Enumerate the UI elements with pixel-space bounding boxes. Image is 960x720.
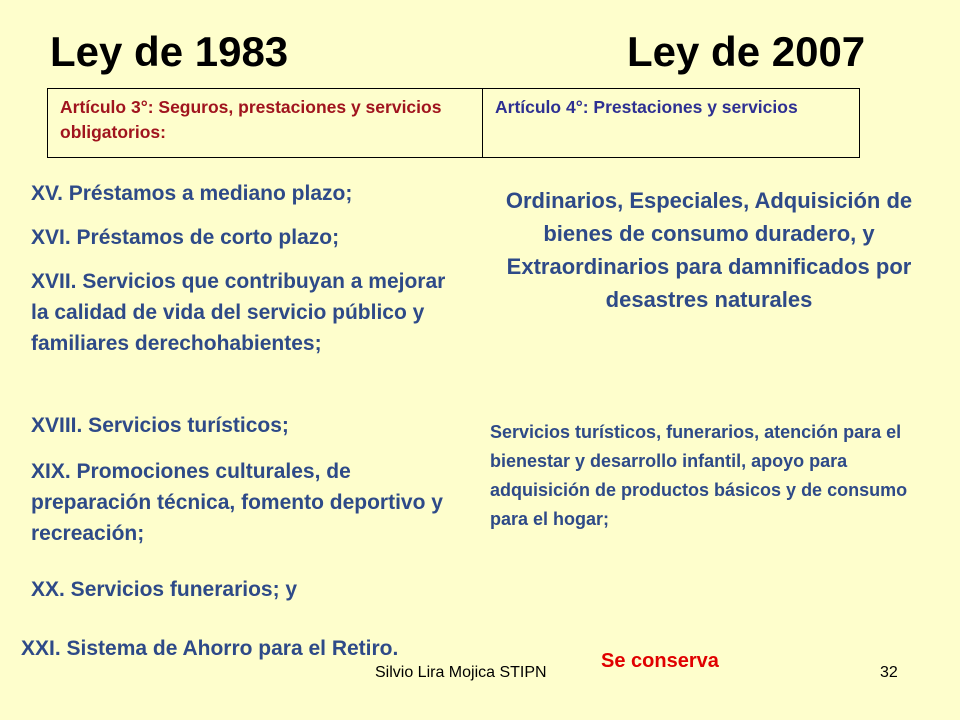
right-services-text: Servicios turísticos, funerarios, atención para el bienestar y desarrollo infantil, apoyo para adquisición de productos básicos y de consumo para el hogar; [490, 422, 908, 529]
left-item-xv: XV. Préstamos a mediano plazo; [31, 182, 353, 205]
footer-page-number: 32 [880, 664, 898, 681]
title-law-2007: Ley de 2007 [627, 28, 866, 75]
left-item-xx: XX. Servicios funerarios; y [31, 578, 298, 601]
left-item-xxi: XXI. Sistema de Ahorro para el Retiro. [21, 637, 399, 660]
retirement-status: Se conserva [601, 650, 719, 672]
left-item-xvi: XVI. Préstamos de corto plazo; [31, 226, 340, 249]
footer-author: Silvio Lira Mojica STIPN [375, 664, 547, 681]
title-law-1983: Ley de 1983 [50, 28, 289, 75]
header-table [47, 88, 860, 158]
right-loans-text: Ordinarios, Especiales, Adquisición de bienes de consumo duradero, y Extraordinarios para damnificados por desastres naturales [505, 188, 913, 312]
header-article-4: Artículo 4°: Prestaciones y servicios [495, 97, 798, 117]
left-item-xviii: XVIII. Servicios turísticos; [31, 414, 289, 437]
header-article-3: Artículo 3°: Seguros, prestaciones y servicios obligatorios: [48, 89, 483, 157]
left-item-xvii: XVII. Servicios que contribuyan a mejorar la calidad de vida del servicio público y familiares derechohabientes; [31, 270, 446, 355]
left-item-xix: XIX. Promociones culturales, de preparación técnica, fomento deportivo y recreación; [31, 460, 443, 545]
